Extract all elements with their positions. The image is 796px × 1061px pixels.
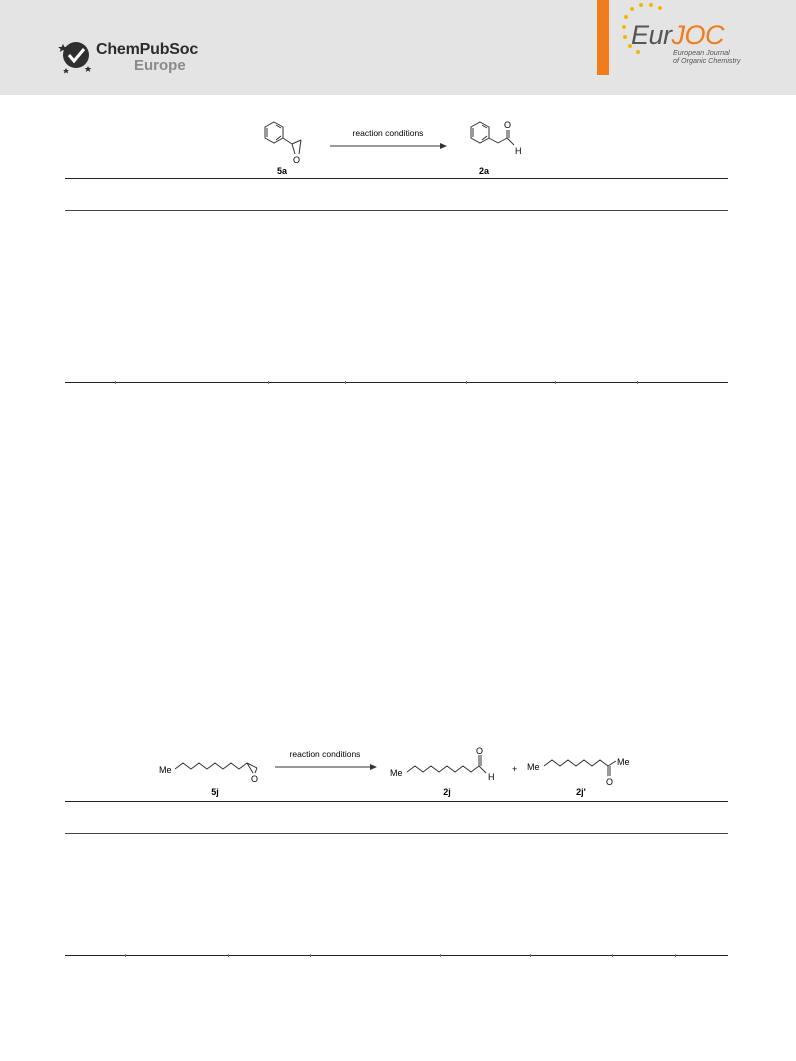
- compound-label-5a: 5a: [276, 166, 288, 176]
- journal-subtitle-line1: European Journal: [673, 48, 730, 57]
- table-1-top-rule: [65, 178, 728, 179]
- chempubsoc-logo-icon: [58, 36, 96, 76]
- methyl-group-label: Me: [527, 762, 540, 772]
- journal-subtitle-line2: of Organic Chemistry: [673, 56, 741, 65]
- aldehyde-hydrogen-atom: H: [515, 146, 522, 156]
- table-1-column-tick: [637, 381, 638, 384]
- epoxide-oxygen-atom: O: [251, 774, 259, 784]
- page-header: [0, 0, 796, 95]
- octanal-chain-2j: [407, 766, 479, 772]
- table-1-column-tick: [345, 381, 346, 384]
- reaction-arrowhead-icon: [370, 764, 377, 770]
- table-2-column-tick: [125, 954, 126, 957]
- table-1-bottom-rule: [65, 382, 728, 383]
- table-2-column-tick: [675, 954, 676, 957]
- methyl-group-label: Me: [617, 757, 630, 767]
- table-2-column-tick: [310, 954, 311, 957]
- table-2-bottom-rule: [65, 955, 728, 956]
- carbonyl-oxygen-atom: O: [504, 120, 512, 130]
- table-1-header-rule: [65, 210, 728, 211]
- reaction-conditions-label: reaction conditions: [289, 749, 361, 759]
- styrene-oxide-structure: [265, 122, 301, 154]
- plus-sign: +: [512, 764, 518, 774]
- table-2-header-rule: [65, 833, 728, 834]
- scheme-1-reaction: [250, 112, 560, 176]
- table-2-top-rule: [65, 801, 728, 802]
- table-1-column-tick: [466, 381, 467, 384]
- compound-label-2a: 2a: [478, 166, 490, 176]
- table-2-column-tick: [612, 954, 613, 957]
- methyl-group-label: Me: [390, 768, 403, 778]
- ketone-oxygen-atom: O: [606, 777, 614, 787]
- table-1-column-tick: [115, 381, 116, 384]
- compound-label-2j-prime: 2j': [576, 787, 586, 797]
- publisher-region: Europe: [134, 57, 186, 74]
- publisher-name: ChemPubSoc: [96, 41, 199, 58]
- reaction-conditions-label: reaction conditions: [352, 128, 424, 138]
- journal-title-joc: JOC: [671, 20, 725, 50]
- journal-title: [631, 20, 724, 51]
- journal-title-eur: Eur: [631, 20, 672, 50]
- table-1-column-tick: [268, 381, 269, 384]
- compound-label-5j: 5j: [211, 787, 219, 797]
- methyl-group-label: Me: [159, 765, 172, 775]
- epoxide-oxygen-atom: O: [293, 155, 301, 165]
- carbonyl-oxygen-atom: O: [476, 746, 484, 756]
- journal-subtitle: [673, 49, 741, 65]
- reaction-arrowhead-icon: [440, 143, 447, 149]
- table-2-column-tick: [440, 954, 441, 957]
- table-1-column-tick: [555, 381, 556, 384]
- octyl-chain-5j: [175, 763, 247, 769]
- scheme-2-reaction: [155, 742, 645, 800]
- compound-label-2j: 2j: [443, 787, 451, 797]
- aldehyde-hydrogen-atom: H: [488, 772, 495, 782]
- journal-accent-bar: [597, 0, 609, 75]
- octanone-chain-2j-prime: [544, 760, 608, 766]
- table-2-column-tick: [530, 954, 531, 957]
- table-2-column-tick: [228, 954, 229, 957]
